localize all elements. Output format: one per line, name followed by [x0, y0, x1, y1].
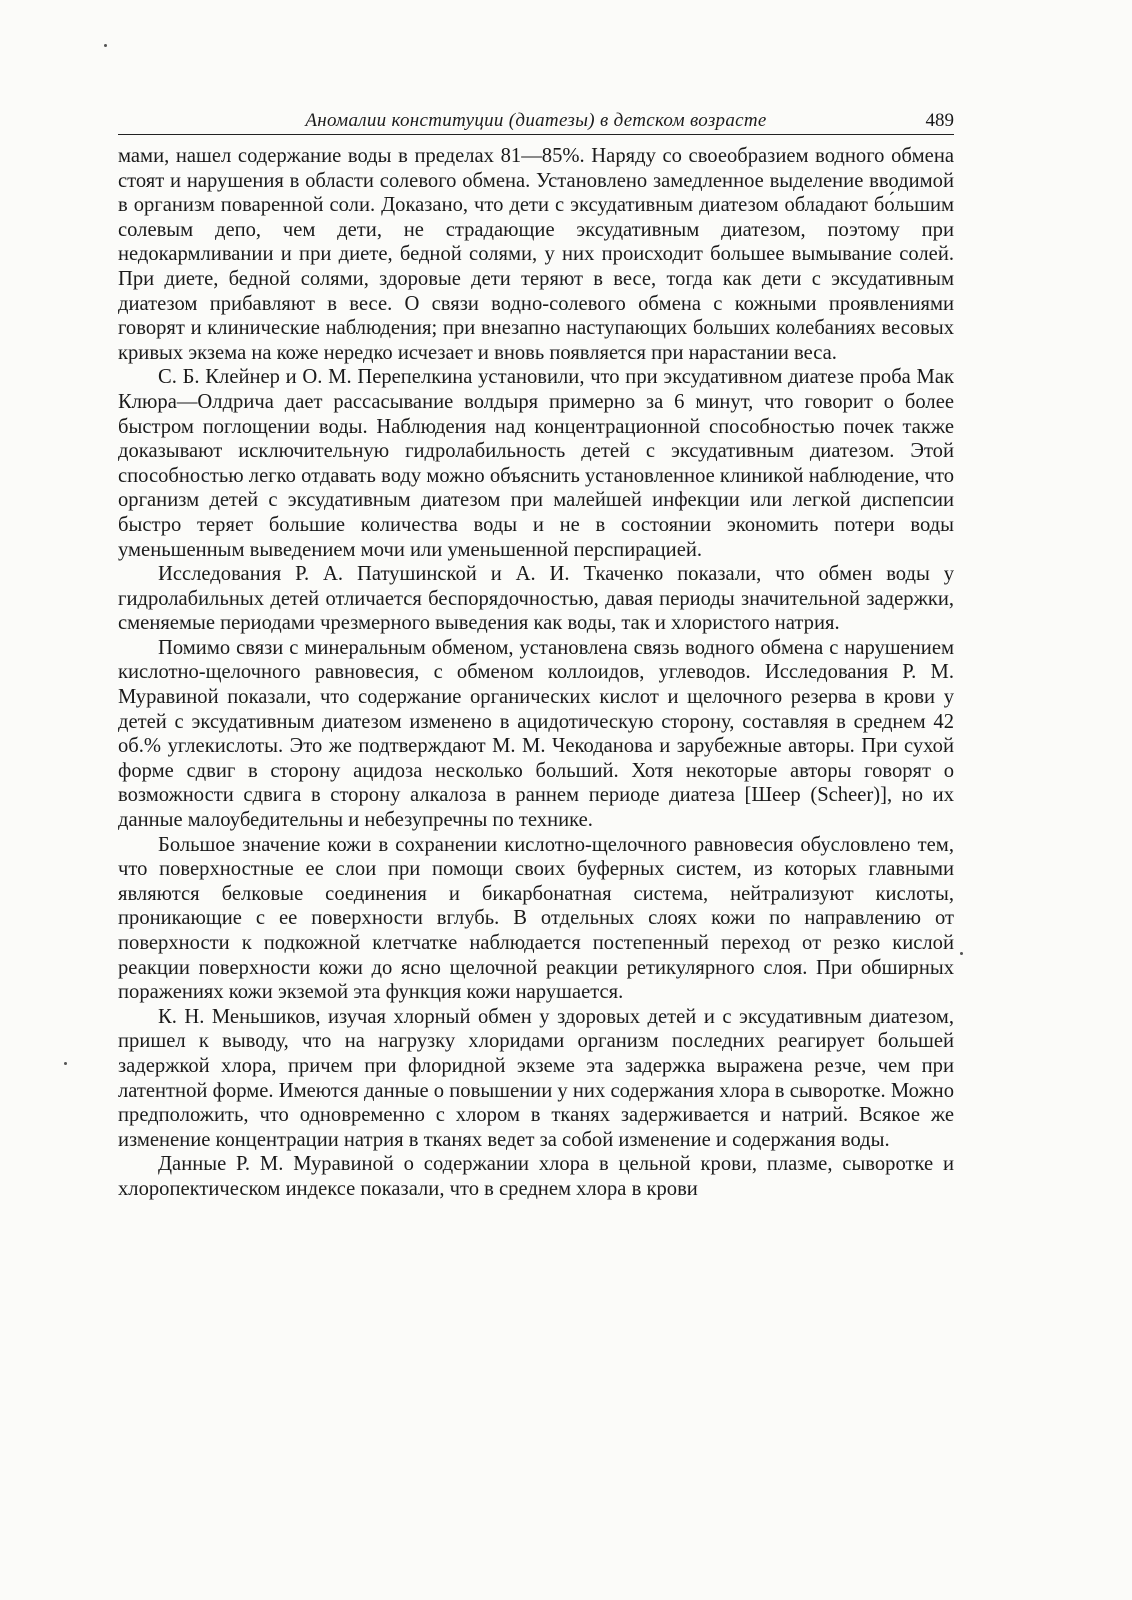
paragraph: Исследования Р. А. Патушинской и А. И. Ткаченко показали, что обмен воды у гидролабильных детей отличается беспорядочностью, давая периоды значительной задержки, сменяемые периодами чрезмерного выведения как воды, так и хлористого натрия.: [118, 563, 954, 635]
running-title: Аномалии конституции (диатезы) в детском возрасте: [305, 110, 767, 131]
paragraph: мами, нашел содержание воды в пределах 81—85%. Наряду со своеобразием водного обмена стоят и нарушения в области солевого обмена. Установлено замедленное выделение вводимой в организм поваренной соли. Доказано, что дети с эксудативным диатезом обладают бо́льшим солевым депо, чем дети, не страдающие эксудативным диатезом, поэтому при недокармливании и при диете, бедной солями, у них происходит большее вымывание солей. При диете, бедной солями, здоровые дети теряют в весе, тогда как дети с эксудативным диатезом прибавляют в весе. О связи водно-солевого обмена с кожными проявлениями говорят и клинические наблюдения; при внезапно наступающих больших колебаниях весовых кривых экзема на коже нередко исчезает и вновь появляется при нарастании веса.: [118, 145, 954, 364]
paragraph: Помимо связи с минеральным обменом, установлена связь водного обмена с нарушением кислотно-щелочного равновесия, с обменом коллоидов, углеводов. Исследования Р. М. Муравиной показали, что содержание органических кислот и щелочного резерва в крови у детей с эксудативным диатезом изменено в ацидотическую сторону, составляя в среднем 42 об.% углекислоты. Это же подтверждают М. М. Чекоданова и зарубежные авторы. При сухой форме сдвиг в сторону ацидоза несколько больший. Хотя некоторые авторы говорят о возможности сдвига в сторону алкалоза в раннем периоде диатеза [Шеер (Scheer)], но их данные малоубедительны и небезупречны по технике.: [118, 636, 954, 832]
scan-speck: [104, 44, 107, 47]
page-number: 489: [925, 110, 954, 131]
scan-speck: [960, 952, 963, 955]
paragraph: Большое значение кожи в сохранении кислотно-щелочного равновесия обусловлено тем, что поверхностные ее слои при помощи своих буферных систем, из которых главными являются белковые соединения и бикарбонатная система, нейтрализуют кислоты, проникающие с ее поверхности вглубь. В отдельных слоях кожи по направлению от поверхности к подкожной клетчатке наблюдается постепенный переход от резко кислой реакции поверхности кожи до ясно щелочной реакции ретикулярного слоя. При обширных поражениях кожи экземой эта функция кожи нарушается.: [118, 833, 954, 1004]
body-text: [118, 144, 954, 1202]
scan-speck: [64, 1062, 67, 1065]
running-head: [118, 104, 954, 135]
paragraph: К. Н. Меньшиков, изучая хлорный обмен у здоровых детей и с эксудативным диатезом, пришел к выводу, что на нагрузку хлоридами организм последних реагирует большей задержкой хлора, причем при флоридной экземе эта задержка выражена резче, чем при латентной форме. Имеются данные о повышении у них содержания хлора в сыворотке. Можно предположить, что одновременно с хлором в тканях задерживается и натрий. Всякое же изменение концентрации натрия в тканях ведет за собой изменение и содержания воды.: [118, 1005, 954, 1151]
book-page: [118, 104, 954, 1202]
paragraph: С. Б. Клейнер и О. М. Перепелкина установили, что при эксудативном диатезе проба Мак Клюра—Олдрича дает рассасывание волдыря примерно за 6 минут, что говорит о более быстром поглощении воды. Наблюдения над концентрационной способностью почек также доказывают исключительную гидролабильность детей с эксудативным диатезом. Этой способностью легко отдавать воду можно объяснить установленное клиникой наблюдение, что организм детей с эксудативным диатезом при малейшей инфекции или легкой диспепсии быстро теряет большие количества воды и не в состоянии экономить потери воды уменьшенным выведением мочи или уменьшенной перспирацией.: [118, 366, 954, 561]
paragraph: Данные Р. М. Муравиной о содержании хлора в цельной крови, плазме, сыворотке и хлоропектическом индексе показали, что в среднем хлора в крови: [118, 1153, 954, 1200]
